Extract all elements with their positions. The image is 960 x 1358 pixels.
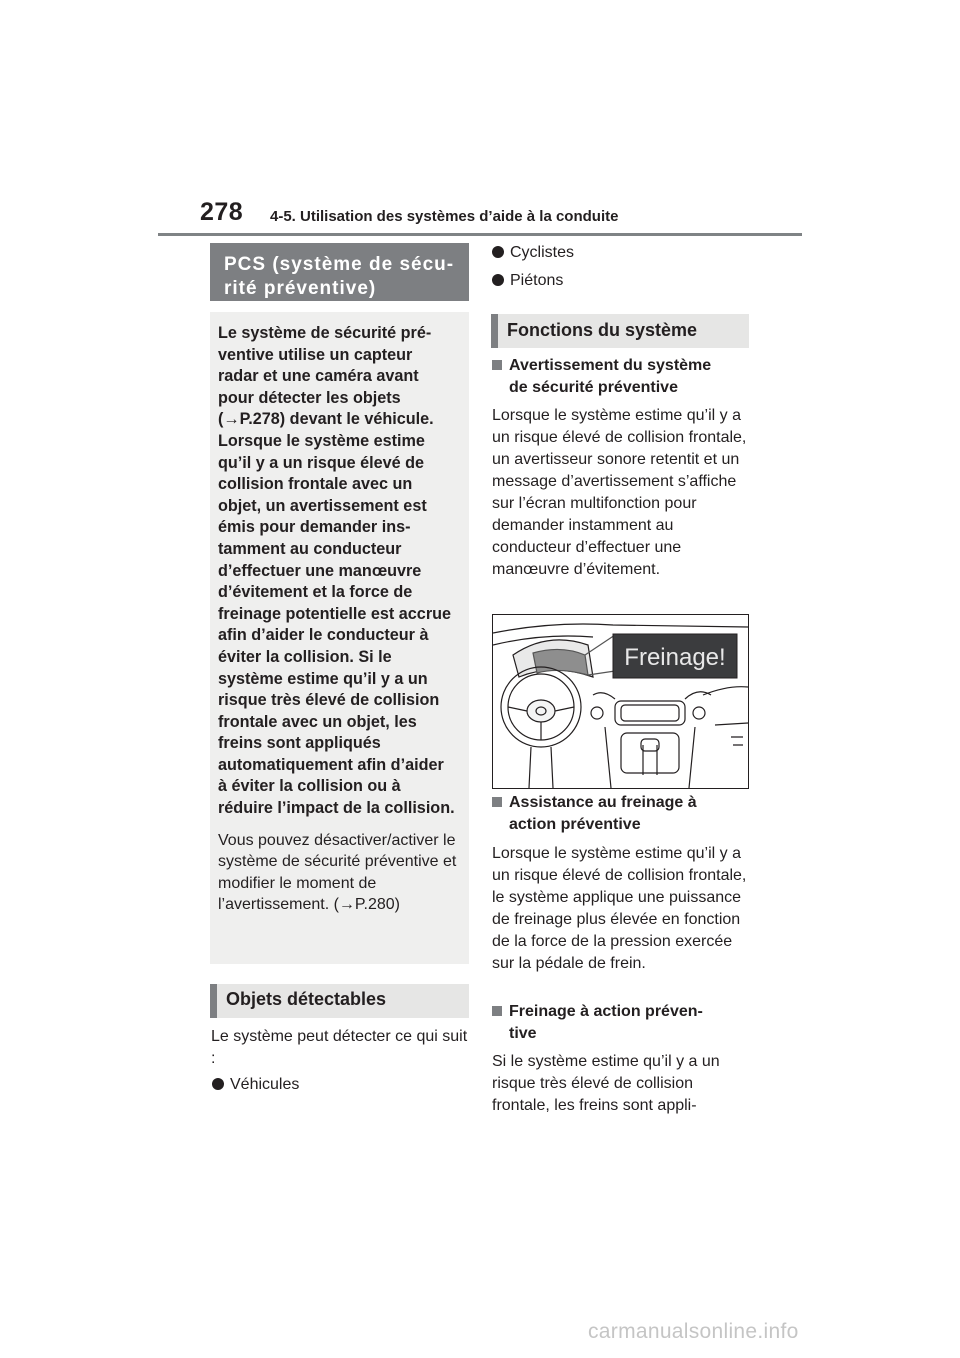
bullet-dot-icon	[492, 274, 504, 286]
assistance-paragraph: Lorsque le système estime qu’il y a un risque élevé de collision frontale, le système applique une puissance de freinage plus élevée en fonction de la force de la pression exercée sur la pédale de frein.	[492, 845, 747, 972]
subheading-line1: Freinage à action préven-	[509, 1003, 703, 1020]
subheading-line2: de sécurité préventive	[509, 378, 678, 396]
bullet-dot-icon	[212, 1078, 224, 1090]
square-bullet-icon	[492, 360, 502, 370]
dashboard-illustration	[492, 614, 749, 789]
bullet-label: Véhicules	[230, 1076, 300, 1093]
freinage-paragraph: Si le système estime qu’il y a un risque très élevé de collision frontale, les freins sont appli-	[492, 1053, 720, 1114]
objets-detectables-heading: Objets détectables	[210, 984, 469, 1018]
intro-plain-text: Vous pouvez désactiver/activer le système de sécurité préventive et modifier le moment de l’avertissement. (→P.280)	[218, 831, 457, 914]
subheading-line2: tive	[509, 1024, 537, 1042]
bullet-label: Piétons	[510, 272, 564, 289]
pcs-banner-line2: rité préventive)	[224, 278, 377, 299]
subheading-assistance	[492, 792, 750, 835]
section-title: 4-5. Utilisation des systèmes d’aide à la conduite	[270, 208, 619, 225]
avertissement-paragraph: Lorsque le système estime qu’il y a un risque élevé de collision frontale, un avertisseur sonore retentit et un message d’avertissement s’affiche sur l’écran multifonction pour demander instamment au conducteur d’effectuer une manœuvre d’évitement.	[492, 407, 747, 578]
figure-freinage-label: Freinage!	[624, 644, 726, 671]
intro-box	[210, 312, 469, 964]
intro-bold-text: Le système de sécurité préventive utilise un capteur radar et une caméra avant pour détecter les objets (→P.278) devant le véhicule. Lorsque le système estime qu’il y a un risque élevé de collision frontale avec un objet, un avertissement est émis pour demander instamment au conducteur d’effectuer une manœuvre d’évitement et la force de freinage potentielle est accrue afin d’aider le conducteur à éviter la collision. Si le système estime qu’il y a un risque très élevé de collision frontale avec un objet, les freins sont appliqués automatiquement afin d’aider à éviter la collision ou à réduire l’impact de la collision.	[218, 324, 455, 818]
subheading-line1: Assistance au freinage à	[509, 794, 697, 811]
bullet-label: Cyclistes	[510, 244, 575, 261]
page-number: 278	[200, 198, 244, 226]
header-divider	[158, 233, 802, 236]
pcs-banner-line1: PCS (système de sécu-	[224, 254, 455, 275]
bullet-dot-icon	[492, 246, 504, 258]
bullet-item-pietons	[492, 270, 563, 292]
subheading-line2: action préventive	[509, 815, 641, 833]
subheading-avertissement	[492, 355, 750, 398]
subheading-freinage	[492, 1001, 750, 1044]
subheading-line1: Avertissement du système	[509, 357, 712, 374]
fonctions-du-systeme-heading: Fonctions du système	[491, 314, 749, 348]
square-bullet-icon	[492, 797, 502, 807]
square-bullet-icon	[492, 1006, 502, 1016]
detect-intro-text: Le système peut détecter ce qui suit :	[211, 1028, 468, 1067]
dashboard-drawing	[493, 615, 748, 788]
bullet-item-vehicules	[212, 1074, 299, 1096]
watermark-text: carmanualsonline.info	[588, 1320, 799, 1343]
pcs-banner	[210, 243, 469, 301]
bullet-item-cyclistes	[492, 242, 574, 264]
